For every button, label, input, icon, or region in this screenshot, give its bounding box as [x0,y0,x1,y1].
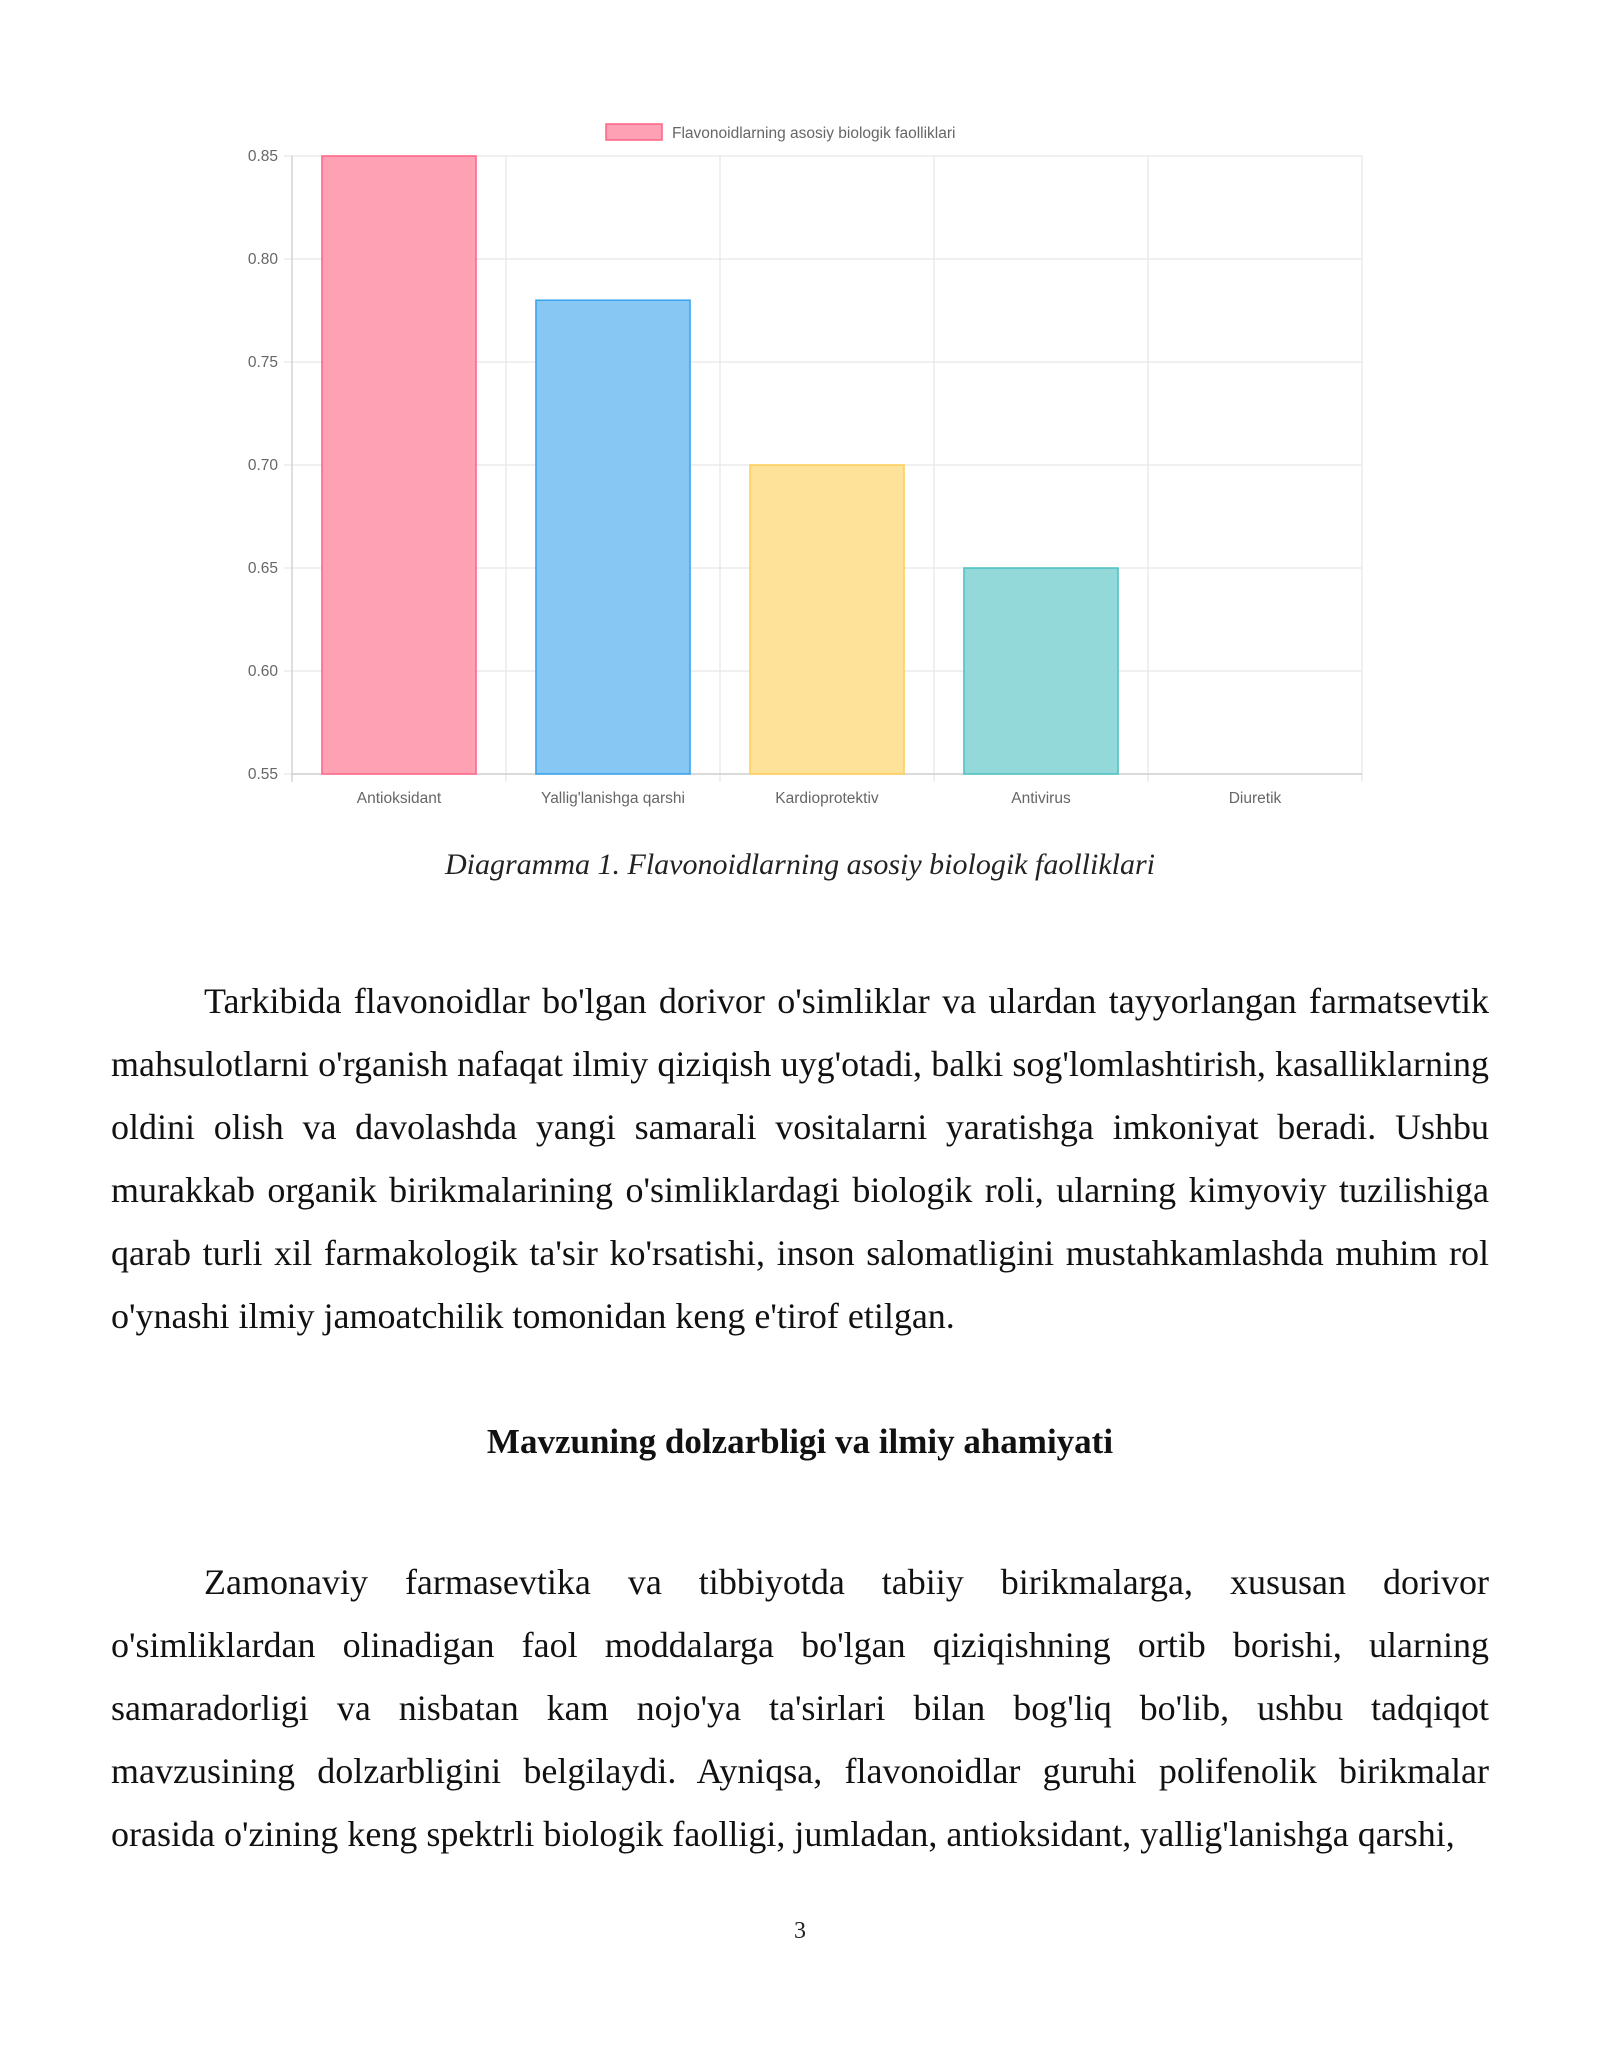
x-tick-label: Antivirus [1011,790,1071,807]
y-tick-label: 0.80 [247,251,278,268]
legend-swatch [606,124,662,140]
section-heading: Mavzuning dolzarbligi va ilmiy ahamiyati [486,1422,1114,1461]
bar-kardioprotektiv [750,465,904,774]
bar-antivirus [964,568,1118,774]
chart-legend [606,124,955,142]
figure-caption: Diagramma 1. Flavonoidlarning asosiy biologik faolliklari [445,848,1155,881]
legend-label: Flavonoidlarning asosiy biologik faolliklari [672,125,956,142]
x-tick-label: Diuretik [1228,790,1282,807]
y-tick-label: 0.60 [247,663,278,680]
bar-chart [0,0,1600,830]
y-tick-label: 0.55 [247,766,278,783]
y-tick-label: 0.65 [247,560,278,577]
y-axis-ticks [248,148,279,783]
x-tick-label: Antioksidant [356,790,442,807]
y-tick-label: 0.70 [247,457,278,474]
body-paragraph-1: Tarkibida flavonoidlar bo'lgan dorivor o'simliklar va ulardan tayyorlangan farmatsevtik mahsulotlarni o'rganish nafaqat ilmiy qiziqish uyg'otadi, balki sog'lomlashtirish, kasalliklarning oldini olish va davolashda yangi samarali vositalarni yaratishga imkoniyat beradi. Ushbu murakkab organik birikmalarining o'simliklardagi biologik roli, ularning kimyoviy tuzilishiga qarab turli xil farmakologik ta'sir ko'rsatishi, inson salomatligini mustahkamlashda muhim rol o'ynashi ilmiy jamoatchilik tomonidan keng e'tirof etilgan. [111,981,1489,1336]
x-tick-label: Yallig'lanishga qarshi [541,790,685,807]
x-axis-ticks [357,790,1282,807]
y-tick-label: 0.85 [247,148,278,165]
bar-yallig-lanishga-qarshi [536,300,690,774]
x-tick-label: Kardioprotektiv [775,790,879,807]
body-paragraph-2: Zamonaviy farmasevtika va tibbiyotda tabiiy birikmalarga, xususan dorivor o'simliklardan olinadigan faol moddalarga bo'lgan qiziqishning ortib borishi, ularning samaradorligi va nisbatan kam nojo'ya ta'sirlari bilan bog'liq bo'lib, ushbu tadqiqot mavzusining dolzarbligini belgilaydi. Ayniqsa, flavonoidlar guruhi polifenolik birikmalar orasida o'zining keng spektrli biologik faolligi, jumladan, antioksidant, yallig'lanishga qarshi, [111,1562,1489,1854]
bar-antioksidant [322,156,476,774]
y-tick-label: 0.75 [247,354,278,371]
page-number: 3 [794,1918,806,1944]
